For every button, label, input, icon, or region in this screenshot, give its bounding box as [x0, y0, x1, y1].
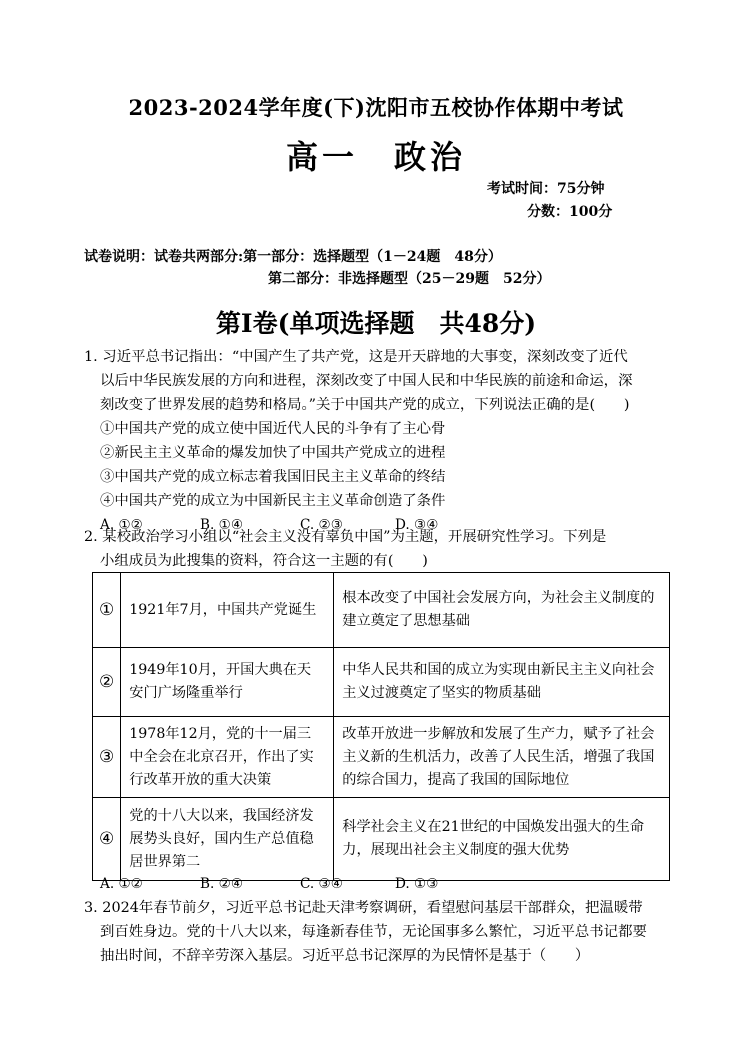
question-2-table: [92, 572, 670, 881]
table-row: [93, 717, 670, 798]
meaning-cell: 科学社会主义在21世纪的中国焕发出强大的生命力，展现出社会主义制度的强大优势: [334, 798, 670, 881]
section-title: 第Ⅰ卷(单项选择题 共48分): [215, 309, 537, 338]
row-number: ②: [93, 648, 121, 717]
row-number: ④: [93, 798, 121, 881]
question-1-option-a[interactable]: A. ①②: [100, 517, 143, 533]
table-row: [93, 573, 670, 648]
question-1-item-3: ③中国共产党的成立标志着我国旧民主主义革命的终结: [100, 469, 446, 485]
meaning-cell: 根本改变了中国社会发展方向，为社会主义制度的建立奠定了思想基础: [334, 573, 670, 648]
table-row: [93, 648, 670, 717]
question-3: [84, 896, 647, 968]
question-2-stem-line-1: 2. 某校政治学习小组以“社会主义没有辜负中国”为主题，开展研究性学习。下列是: [84, 529, 607, 545]
instructions-line-1: 试卷说明：试卷共两部分:第一部分：选择题型（1－24题 48分）: [84, 249, 502, 265]
question-1: [84, 345, 632, 537]
question-1-option-d[interactable]: D. ③④: [395, 517, 439, 533]
question-2-option-d[interactable]: D. ①③: [395, 876, 439, 892]
question-1-stem-line-1: 1. 习近平总书记指出：“中国产生了共产党，这是开天辟地的大事变，深刻改变了近代: [84, 349, 628, 365]
question-2-option-c[interactable]: C. ③④: [300, 876, 343, 892]
question-3-stem-line-2: 到百姓身边。党的十八大以来，每逢新春佳节，无论国事多么繁忙，习近平总书记都要: [100, 924, 647, 940]
question-3-stem-line-3: 抽出时间，不辞辛劳深入基层。习近平总书记深厚的为民情怀是基于（ ）: [100, 948, 590, 964]
event-cell: 1978年12月，党的十一届三中全会在北京召开，作出了实行改革开放的重大决策: [121, 717, 334, 798]
question-1-item-4: ④中国共产党的成立为中国新民主主义革命创造了条件: [100, 493, 446, 509]
row-number: ③: [93, 717, 121, 798]
exam-title: 2023-2024学年度(下)沈阳市五校协作体期中考试: [128, 95, 624, 120]
question-2-option-b[interactable]: B. ②④: [200, 876, 244, 892]
question-1-item-1: ①中国共产党的成立使中国近代人民的斗争有了主心骨: [100, 421, 446, 437]
question-2: [84, 525, 606, 573]
instructions-line-2: 第二部分：非选择题型（25－29题 52分）: [268, 271, 551, 287]
exam-time: 考试时间：75分钟: [487, 181, 605, 197]
table-row: [93, 798, 670, 881]
meaning-cell: 改革开放进一步解放和发展了生产力，赋予了社会主义新的生机活力，改善了人民生活，增强了我国的综合国力，提高了我国的国际地位: [334, 717, 670, 798]
event-cell: 1921年7月，中国共产党诞生: [121, 573, 334, 648]
event-cell: 1949年10月，开国大典在天安门广场隆重举行: [121, 648, 334, 717]
meaning-cell: 中华人民共和国的成立为实现由新民主主义向社会主义过渡奠定了坚实的物质基础: [334, 648, 670, 717]
event-cell: 党的十八大以来，我国经济发展势头良好，国内生产总值稳居世界第二: [121, 798, 334, 881]
question-1-option-c[interactable]: C. ②③: [300, 517, 343, 533]
question-2-option-a[interactable]: A. ①②: [100, 876, 143, 892]
question-1-stem-line-2: 以后中华民族发展的方向和进程，深刻改变了中国人民和中华民族的前途和命运，深: [100, 373, 633, 389]
question-1-option-b[interactable]: B. ①④: [200, 517, 244, 533]
question-1-stem-line-3: 刻改变了世界发展的趋势和格局。”关于中国共产党的成立，下列说法正确的是( ): [100, 397, 630, 413]
question-2-options: [84, 872, 438, 896]
question-2-stem-line-2: 小组成员为此搜集的资料，符合这一主题的有( ): [100, 553, 428, 569]
question-3-stem-line-1: 3. 2024年春节前夕，习近平总书记赴天津考察调研，看望慰问基层干部群众，把温暖带: [84, 900, 643, 916]
subject-title: 高一 政治: [285, 138, 466, 176]
exam-score: 分数：100分: [527, 204, 613, 220]
question-1-item-2: ②新民主主义革命的爆发加快了中国共产党成立的进程: [100, 445, 446, 461]
row-number: ①: [93, 573, 121, 648]
